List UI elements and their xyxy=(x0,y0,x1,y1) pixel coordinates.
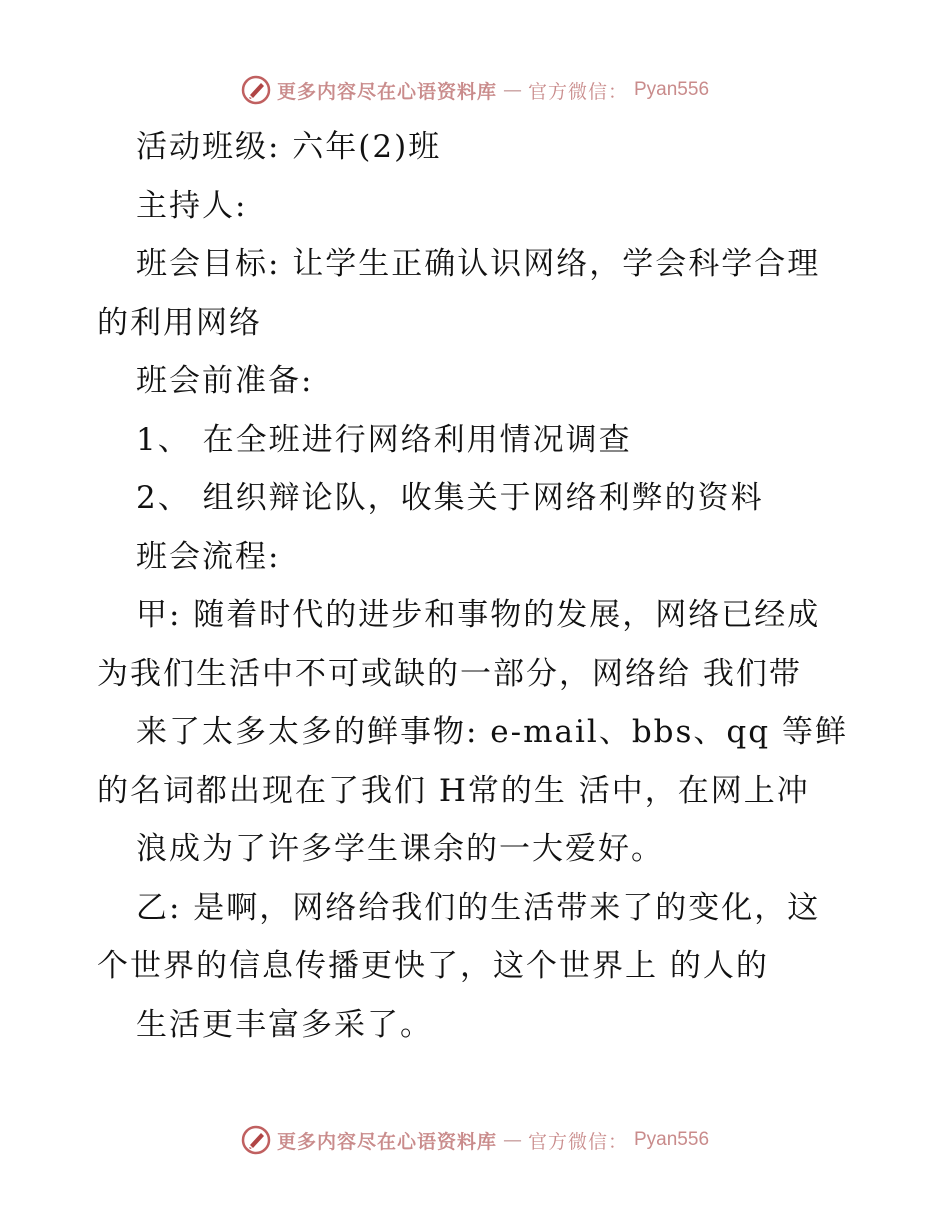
watermark-dash: — xyxy=(502,1129,522,1151)
watermark-sub-text: 官方微信： xyxy=(527,1130,628,1153)
line-flow-3: 来了太多太多的鲜事物: e-mail、bbs、qq 等鲜 xyxy=(136,714,848,750)
line-host: 主持人: xyxy=(136,187,248,224)
line-flow-2: 为我们生活中不可或缺的一部分，网络给 我们带 xyxy=(97,655,802,692)
line-prep-2: 2、 组织辩论队，收集关于网络利弊的资料 xyxy=(136,480,764,516)
line-goal-cont: 的利用网络 xyxy=(97,304,262,341)
line-flow: 班会流程: xyxy=(136,538,281,575)
line-flow-5: 浪成为了许多学生课余的一大爱好。 xyxy=(136,831,664,867)
line-prep: 班会前准备: xyxy=(136,363,314,399)
line-flow-8: 生活更丰富多采了。 xyxy=(136,1006,433,1043)
line-prep-1: 1、 在全班进行网络利用情况调查 xyxy=(136,421,632,458)
line-goal: 班会目标: 让学生正确认识网络，学会科学合理 xyxy=(136,246,821,282)
line-flow-6: 乙: 是啊，网络给我们的生活带来了的变化，这 xyxy=(136,889,821,926)
watermark-dash: — xyxy=(502,79,522,101)
logo-icon xyxy=(241,1125,271,1155)
line-flow-1: 甲: 随着时代的进步和事物的发展，网络已经成 xyxy=(136,597,821,633)
watermark-id: Pyan556 xyxy=(634,79,710,100)
watermark-main-text: 更多内容尽在心语资料库 xyxy=(276,1130,497,1153)
line-flow-4: 的名词都出现在了我们 H常的生 活中，在网上冲 xyxy=(97,772,810,809)
line-flow-7: 个世界的信息传播更快了，这个世界上 的人的 xyxy=(97,948,769,984)
watermark-id: Pyan556 xyxy=(634,1129,710,1150)
line-class: 活动班级: 六年(2)班 xyxy=(136,129,442,165)
watermark-sub-text: 官方微信： xyxy=(527,80,628,103)
header-watermark xyxy=(0,72,950,108)
watermark-main-text: 更多内容尽在心语资料库 xyxy=(276,80,497,103)
logo-icon xyxy=(241,75,271,105)
document-body xyxy=(97,118,857,1054)
footer-watermark xyxy=(0,1122,950,1158)
